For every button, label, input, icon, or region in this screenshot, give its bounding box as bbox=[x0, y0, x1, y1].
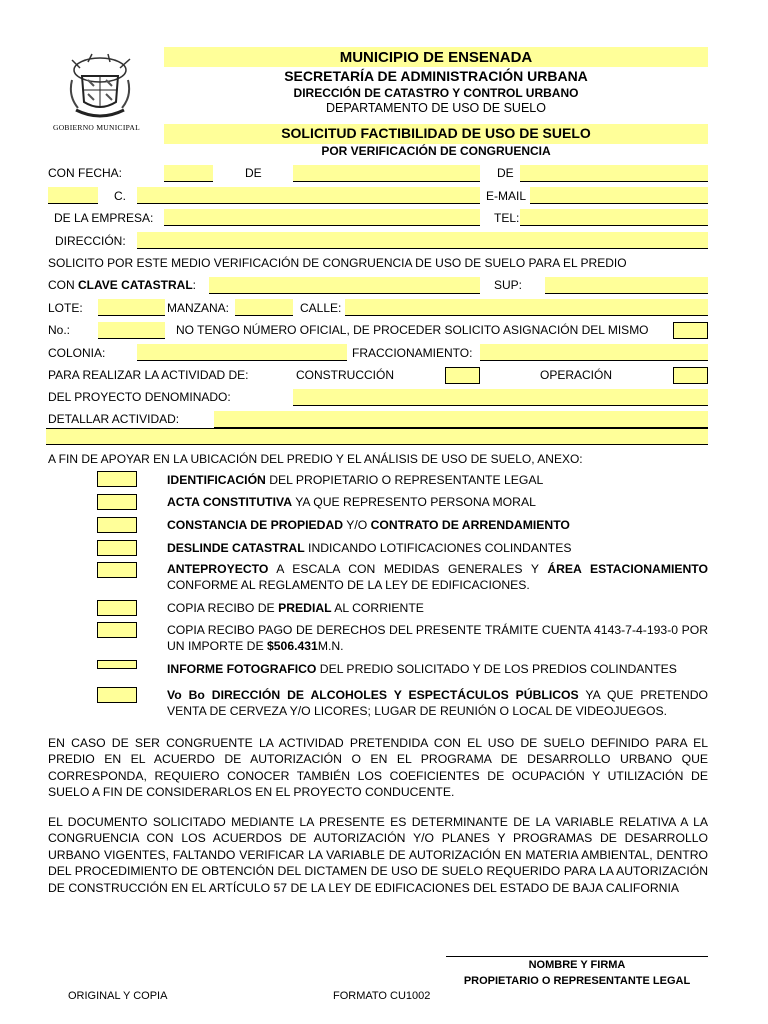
detallar-field-line2[interactable] bbox=[46, 428, 708, 445]
colonia-label: COLONIA: bbox=[48, 346, 106, 360]
anexo-item-9-bold: Vo Bo DIRECCIÓN DE ALCOHOLES Y ESPECTÁCULOS PÚBLICOS bbox=[167, 688, 579, 702]
colonia-field[interactable] bbox=[137, 344, 347, 361]
anexo-item-5-text: A ESCALA CON MEDIDAS GENERALES Y bbox=[268, 562, 548, 576]
clave-catastral-label bbox=[48, 278, 196, 292]
anexo-item-6-text-0: COPIA RECIBO DE bbox=[167, 601, 279, 615]
lote-label: LOTE: bbox=[48, 301, 83, 315]
anexo-checkbox-6[interactable] bbox=[97, 600, 137, 616]
direccion-field[interactable] bbox=[137, 232, 708, 249]
applicant-name-field[interactable] bbox=[137, 187, 480, 204]
sup-label: SUP: bbox=[494, 278, 523, 292]
anexo-item-6-text: AL CORRIENTE bbox=[331, 601, 424, 615]
footer-formato: FORMATO CU1002 bbox=[333, 990, 431, 1002]
footer-original: ORIGINAL Y COPIA bbox=[68, 990, 168, 1002]
no-numero-text: NO TENGO NÚMERO OFICIAL, DE PROCEDER SOLICITO ASIGNACIÓN DEL MISMO bbox=[176, 323, 649, 337]
email-field[interactable] bbox=[530, 187, 708, 204]
direccion-label: DIRECCIÓN: bbox=[55, 234, 126, 248]
tel-label: TEL: bbox=[494, 211, 520, 225]
anexo-item-8 bbox=[167, 662, 708, 678]
secretaria-title: SECRETARÍA DE ADMINISTRACIÓN URBANA bbox=[284, 68, 588, 84]
fecha-month-field[interactable] bbox=[293, 165, 480, 182]
tel-field[interactable] bbox=[520, 209, 708, 226]
anexo-checkbox-1[interactable] bbox=[97, 471, 137, 487]
anexo-item-7-text-0: COPIA RECIBO PAGO DE DERECHOS DEL PRESENTE TRÁMITE CUENTA 4143-7-4-193-0 POR UN IMPORTE DE bbox=[167, 623, 708, 653]
fraccionamiento-label: FRACCIONAMIENTO: bbox=[352, 346, 473, 360]
fraccionamiento-field[interactable] bbox=[480, 344, 708, 361]
lote-field[interactable] bbox=[98, 299, 165, 316]
solicito-text: SOLICITO POR ESTE MEDIO VERIFICACIÓN DE CONGRUENCIA DE USO DE SUELO PARA EL PREDIO bbox=[48, 256, 627, 270]
anexo-item-5-bold-2: ÁREA ESTACIONAMIENTO bbox=[547, 562, 708, 576]
con-fecha-label: CON FECHA: bbox=[48, 166, 123, 180]
signature-nombre: NOMBRE Y FIRMA bbox=[528, 959, 626, 971]
anexo-item-5 bbox=[167, 562, 708, 593]
anexo-item-2 bbox=[167, 495, 708, 511]
numero-field[interactable] bbox=[98, 322, 165, 339]
anexo-item-8-text: DEL PREDIO SOLICITADO Y DE LOS PREDIOS COLINDANTES bbox=[316, 662, 677, 676]
title-field[interactable] bbox=[48, 187, 98, 204]
empresa-field[interactable] bbox=[164, 209, 480, 226]
no-numero-checkbox[interactable] bbox=[673, 322, 708, 339]
construccion-label: CONSTRUCCIÓN bbox=[296, 368, 394, 382]
determinante-paragraph: EL DOCUMENTO SOLICITADO MEDIANTE LA PRESENTE ES DETERMINANTE DE LA VARIABLE RELATIVA A LA CONGRUENCIA CON LOS ACUERDOS DE AUTORIZACIÓN Y/O PLANES Y PROGRAMAS DE DESARROLLO URBANO VIGENTES, FALTANDO VERIFICAR LA VARIABLE DE AUTORIZACIÓN EN MATERIA AMBIENTAL, DENTRO DEL PROCEDIMIENTO DE OBTENCIÓN DEL DICTAMEN DE USO DE SUELO REQUERIDO PARA LA AUTORIZACIÓN DE CONSTRUCCIÓN EN EL ARTÍCULO 57 DE LA LEY DE EDIFICACIONES DEL ESTADO DE BAJA CALIFORNIA bbox=[48, 815, 708, 895]
anexo-item-3-bold: CONSTANCIA DE PROPIEDAD bbox=[167, 518, 344, 532]
de-label-2: DE bbox=[497, 166, 514, 180]
anexo-item-2-text: YA QUE REPRESENTO PERSONA MORAL bbox=[292, 495, 536, 509]
email-label: E-MAIL bbox=[486, 189, 527, 203]
operacion-checkbox[interactable] bbox=[673, 367, 708, 384]
anexo-item-3-text: Y/O bbox=[343, 518, 371, 532]
anexo-item-9 bbox=[167, 688, 708, 719]
anexo-checkbox-2[interactable] bbox=[97, 494, 137, 510]
form-title: SOLICITUD FACTIBILIDAD DE USO DE SUELO bbox=[281, 125, 591, 141]
proyecto-field[interactable] bbox=[293, 389, 708, 406]
sup-field[interactable] bbox=[545, 277, 708, 294]
detallar-field[interactable] bbox=[214, 411, 708, 428]
con-word: CON bbox=[48, 278, 78, 292]
manzana-label: MANZANA: bbox=[167, 301, 230, 315]
direccion-title: DIRECCIÓN DE CATASTRO Y CONTROL URBANO bbox=[293, 86, 579, 100]
c-label: C. bbox=[114, 189, 126, 203]
anexo-item-1 bbox=[167, 473, 708, 489]
anexo-item-3-bold-2: CONTRATO DE ARRENDAMIENTO bbox=[370, 518, 570, 532]
anexo-checkbox-3[interactable] bbox=[97, 517, 137, 533]
signature-propietario: PROPIETARIO O REPRESENTANTE LEGAL bbox=[463, 975, 691, 987]
congruencia-paragraph: EN CASO DE SER CONGRUENTE LA ACTIVIDAD PRETENDIDA CON EL USO DE SUELO DEFINIDO PARA EL PREDIO EN EL ACUERDO DE AUTORIZACIÓN O EN EL PROGRAMA DE DESARROLLO URBANO QUE CORRESPONDA, REQUIERO CONOCER TAMBIÉN LOS COEFICIENTES DE OCUPACIÓN Y UTILIZACIÓN DE SUELO A FIN DE CONSIDERARLOS EN EL PROYECTO CONDUCENTE. bbox=[48, 736, 708, 800]
construccion-checkbox[interactable] bbox=[445, 367, 480, 384]
anexo-checkbox-4[interactable] bbox=[97, 540, 137, 556]
de-label-1: DE bbox=[245, 166, 262, 180]
anexo-item-6-bold: PREDIAL bbox=[278, 601, 332, 615]
anexo-item-5-text-2: CONFORME AL REGLAMENTO DE LA LEY DE EDIFICACIONES. bbox=[167, 577, 530, 592]
anexo-item-3 bbox=[167, 518, 708, 534]
anexo-checkbox-9[interactable] bbox=[97, 687, 137, 703]
municipal-seal bbox=[53, 50, 158, 132]
manzana-field[interactable] bbox=[235, 299, 293, 316]
clave-catastral-field[interactable] bbox=[209, 277, 480, 294]
fecha-year-field[interactable] bbox=[520, 165, 708, 182]
actividad-label: PARA REALIZAR LA ACTIVIDAD DE: bbox=[48, 368, 249, 382]
anexo-item-7-text: M.N. bbox=[317, 638, 344, 653]
seal-caption: GOBIERNO MUNICIPAL bbox=[53, 123, 141, 132]
anexo-item-5-bold: ANTEPROYECTO bbox=[167, 562, 269, 576]
departamento-title: DEPARTAMENTO DE USO DE SUELO bbox=[326, 101, 546, 115]
detallar-label: DETALLAR ACTIVIDAD: bbox=[48, 412, 180, 426]
anexo-item-9-text: YA QUE PRETENDO VENTA DE CERVEZA Y/O LICORES; LUGAR DE REUNIÓN O LOCAL DE VIDEOJUEGOS. bbox=[167, 688, 708, 718]
empresa-label: DE LA EMPRESA: bbox=[54, 211, 154, 225]
clave-catastral-word: CLAVE CATASTRAL bbox=[78, 278, 193, 292]
proyecto-label: DEL PROYECTO DENOMINADO: bbox=[48, 390, 231, 404]
anexo-item-4-text: INDICANDO LOTIFICACIONES COLINDANTES bbox=[304, 541, 572, 555]
form-subtitle: POR VERIFICACIÓN DE CONGRUENCIA bbox=[321, 144, 551, 158]
numero-label: No.: bbox=[48, 323, 71, 337]
municipio-title: MUNICIPIO DE ENSENADA bbox=[339, 49, 533, 66]
fecha-day-field[interactable] bbox=[164, 165, 213, 182]
anexo-checkbox-8[interactable] bbox=[97, 660, 137, 669]
anexo-checkbox-7[interactable] bbox=[97, 622, 137, 638]
calle-field[interactable] bbox=[345, 299, 708, 316]
anexo-item-6 bbox=[167, 601, 708, 617]
seal-emblem-icon bbox=[58, 50, 158, 120]
clave-colon: : bbox=[192, 278, 196, 292]
anexo-item-1-text: DEL PROPIETARIO O REPRESENTANTE LEGAL bbox=[265, 473, 544, 487]
anexo-item-1-bold: IDENTIFICACIÓN bbox=[167, 473, 266, 487]
anexo-item-4-bold: DESLINDE CATASTRAL bbox=[167, 541, 305, 555]
operacion-label: OPERACIÓN bbox=[540, 368, 613, 382]
anexo-item-8-bold: INFORME FOTOGRAFICO bbox=[167, 662, 317, 676]
calle-label: CALLE: bbox=[300, 301, 342, 315]
signature-line bbox=[446, 956, 708, 957]
anexo-item-2-bold: ACTA CONSTITUTIVA bbox=[167, 495, 293, 509]
anexo-intro: A FIN DE APOYAR EN LA UBICACIÓN DEL PREDIO Y EL ANÁLISIS DE USO DE SUELO, ANEXO: bbox=[48, 452, 583, 466]
anexo-checkbox-5[interactable] bbox=[97, 562, 137, 578]
anexo-item-7 bbox=[167, 623, 708, 654]
anexo-item-7-bold: $506.431 bbox=[267, 638, 318, 653]
anexo-item-4 bbox=[167, 541, 708, 557]
